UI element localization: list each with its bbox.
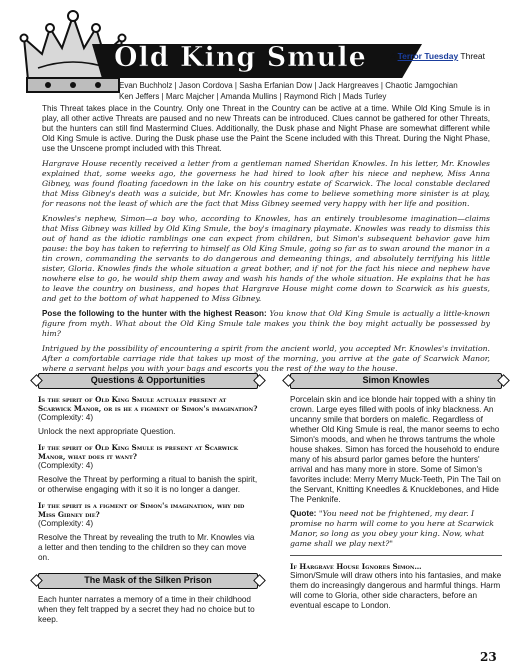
ignore-body: Simon/Smule will draw others into his fantasies, and make them do increasingly dangerous and harmful things. Harm will come to Gloria, other side characters, before an eventual escape to London. xyxy=(290,571,502,610)
intro-paragraph: This Threat takes place in the Country. Only one Threat in the Country can be active at a time. While Old King Smule is in play, all other active Threats are paused and no new Threats can be introduced. Clues cannot be gathered for other Threats, but the hunters can still find Mastermind Clues. Additionally, the Dusk phase and Night Phase are somewhat different while Old King Smule is active. During the Dusk phase use the Paint the Scene included with this Threat. During the Night Phase, use the Unscene prompt included with this Threat. xyxy=(42,104,490,153)
question-answer: Unlock the next appropriate Question. xyxy=(38,427,176,436)
simon-description: Porcelain skin and ice blonde hair topped with a shiny tin crown. Large eyes filled with pools of inky blackness. An uncanny smile that borders on malefic. Regardless of whether Old King Smule is real, the manor seems to echo Simon's moods, and when he throws tantrums the whole house shakes. Simon has forced the household to endure many of his absurd parlor games before the hunters' arrival and has many more in store. Some of Simon's favorites include: Merry Merry Muck-Teeth, Pin The Tail on the Servant, Knitting Kneedles & Knucklebones, and Hide The Penknife. xyxy=(290,395,501,504)
page-number: 23 xyxy=(480,650,497,664)
threat-tagline: A Terror Tuesday Threat xyxy=(390,51,485,61)
question-heading: If the spirit is a figment of Simon's imagination, why did Miss Gibney die? xyxy=(38,501,245,519)
intro-paragraph: Knowles's nephew, Simon—a boy who, according to Knowles, has an entirely troublesome imagination—claims that Miss Gibney was killed by Old King Smule, the boy's imaginary playmate. Knowles was ready to dismiss this out of hand as the idiotic ramblings one can expect from children, but Simon's subsequent behavior gave him pause: the boy has taken to referring to himself as Old King Smule, going so far as to swan around the manor in a tin crown, commanding the servants to do dangerous and demeaning things, and absolutely terrifying his little sister, Gloria. Knowles finds the whole situation a great bother, and if not for the fact his niece and nephew have nowhere else to go, he would ship them away and wash his hands of the whole situation. He explains that he has to leave the country on business, and hopes that Hargrave House might come down to Scarwick as his guests, and get to the bottom of what happened to Miss Gibney. xyxy=(42,214,490,303)
page-header xyxy=(18,8,503,108)
questions-header: Questions & Opportunities xyxy=(38,373,258,389)
complexity-value: (Complexity: 4) xyxy=(38,413,94,422)
reason-prompt: Pose the following to the hunter with the highest Reason: You know that Old King Smule is actually a little-known figure from myth. What about the Old King Smule tale makes you think the boy might actually be possessed by him? xyxy=(42,309,491,338)
question-answer: Resolve the Threat by revealing the truth to Mr. Knowles via a letter and then tending to the children so they can move on. xyxy=(38,533,255,562)
simon-header: Simon Knowles xyxy=(290,373,502,389)
complexity-value: (Complexity: 4) xyxy=(38,519,94,528)
terror-tuesday-link[interactable]: Terror Tuesday xyxy=(397,51,459,61)
question-heading: Is the spirit of Old King Smule actually present at Scarwick Manor, or is he a figment of Simon's imagination? xyxy=(38,395,258,413)
question-answer: Resolve the Threat by performing a ritual to banish the spirit, or otherwise engaging with it so it is no longer a danger. xyxy=(38,475,258,494)
simon-quote: Quote: "You need not be frightened, my dear. I promise no harm will come to you here at Scarwick Manor, so long as you obey your king. Now, what game shall we play next?" xyxy=(290,509,494,548)
divider xyxy=(290,555,502,556)
author-credits: Evan Buchholz | Jason Cordova | Sasha Erfanian Dow | Jack Hargreaves | Chaotic Jamgochian Ken Jeffers | Marc Majcher | Amanda Mullins | Raymond Rich | Mads Turley xyxy=(119,81,458,101)
intro-paragraph: Hargrave House recently received a letter from a gentleman named Sheridan Knowles. In his letter, Mr. Knowles explained that, some weeks ago, the governess he had hired to look after his niece and nephew, Miss Anna Gibney, was found floating facedown in the lake on his country estate of Scarwick. The local constable declared that Miss Gibney's death was a suicide, but Mr. Knowles has come to believe something more sinister is at play, for reasons not the least of which are the fact that Miss Gibney seemed very happy with her life and position. xyxy=(42,159,490,208)
complexity-value: (Complexity: 4) xyxy=(38,461,94,470)
intro-paragraph: Intrigued by the possibility of encountering a spirit from the ancient world, you accepted Mr. Knowles's invitation. After a comfortable carriage ride that takes up most of the morning, you arrive at the gate of Scarwick Manor, where a servant helps you with your bags and escorts you the rest of the way to the house. xyxy=(42,344,490,373)
simon-column xyxy=(290,373,502,611)
page-title: Old King Smule xyxy=(114,42,367,73)
mask-body: Each hunter narrates a memory of a time in their childhood when they felt trapped by a secret they had no choice but to keep. xyxy=(38,595,255,624)
mask-header: The Mask of the Silken Prison xyxy=(38,573,258,589)
intro-text xyxy=(42,104,490,379)
ignore-heading: If Hargrave House Ignores Simon… xyxy=(290,562,422,571)
questions-column xyxy=(38,373,258,625)
question-heading: If the spirit of Old King Smule is present at Scarwick Manor, what does it want? xyxy=(38,443,239,461)
